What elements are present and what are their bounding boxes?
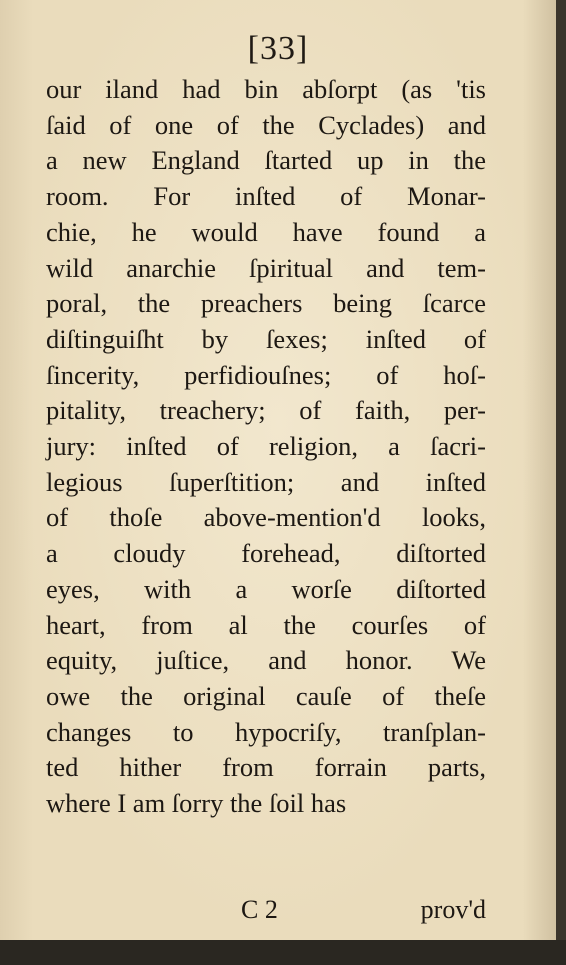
- text-line: legious ſuperſtition; and inſted: [46, 466, 486, 497]
- text-line: owe the original cauſe of theſe: [46, 680, 486, 711]
- scan-background: [0, 940, 566, 965]
- page-edge-shadow: [556, 0, 566, 940]
- text-line: diſtinguiſht by ſexes; inſted of: [46, 323, 486, 354]
- text-line: where I am ſorry the ſoil has: [46, 788, 347, 819]
- text-line: changes to hypocriſy, tranſplan-: [46, 716, 486, 747]
- text-line: jury: inſted of religion, a ſacri-: [46, 431, 486, 462]
- text-line: ſaid of one of the Cyclades) and: [46, 109, 486, 140]
- signature-mark: C 2: [241, 895, 278, 924]
- text-line: our iland had bin abſorpt (as 'tis: [46, 74, 486, 104]
- text-line: a cloudy forehead, diſtorted: [46, 538, 486, 569]
- text-line: of thoſe above-mention'd looks,: [46, 502, 486, 533]
- text-line: pitality, treachery; of faith, per-: [46, 395, 486, 426]
- text-line: eyes, with a worſe diſtorted: [46, 573, 486, 604]
- text-line: wild anarchie ſpiritual and tem-: [46, 252, 486, 283]
- text-line: chie, he would have found a: [46, 216, 486, 247]
- page-number: [33]: [247, 30, 309, 67]
- text-line: heart, from al the courſes of: [46, 609, 486, 640]
- text-line: ſincerity, perfidiouſnes; of hoſ-: [46, 359, 486, 390]
- text-line: ted hither from forrain parts,: [46, 752, 486, 783]
- text-line: a new England ſtarted up in the: [46, 145, 486, 176]
- text-line: room. For inſted of Monar-: [46, 181, 486, 212]
- body-text: [46, 72, 486, 822]
- page-footer: [46, 895, 486, 927]
- text-line: equity, juſtice, and honor. We: [46, 645, 486, 676]
- text-line: poral, the preachers being ſcarce: [46, 288, 486, 319]
- catchword: prov'd: [420, 895, 486, 924]
